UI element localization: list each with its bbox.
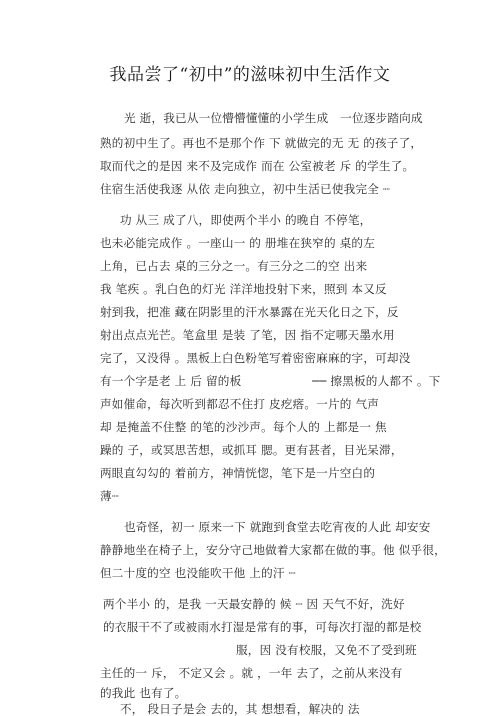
text-line: 不， 段日子是会 去的，其 想想看，解决的 法 (120, 702, 360, 716)
text-line: 但二十度的空 也没能吹干他 上的汗 ┈ (100, 566, 296, 580)
text-line: 也奇怪，初一 原来一下 就跑到食堂去吃宵夜的人此 却安安 (124, 520, 431, 534)
text-line: 两眼直勾勾的 着前方，神情恍惚，笔下是一片空白的 (100, 466, 376, 480)
text-line: 射出点点光芒。笔盒里 是装 了笔，因 指不定哪天墨水用 (100, 328, 395, 342)
text-line: 的衣服干不了或被雨水打湿是常有的事，可每次打湿的都是校 (103, 620, 422, 634)
text-line: 的我此 也有了。 (100, 686, 187, 700)
text-line: 两个半小 的，是我 一天最安静的 候 ┈ 因 天气不好，洗好 (103, 597, 405, 611)
text-line: 我 笔疾 。乳白色的灯光 洋洋地投射下来，照到 本又反 (100, 282, 387, 296)
text-line: 薄┈ (100, 489, 119, 503)
text-line: 光 逝，我已从一位懵懵懂懂的小学生成 一位逐步踏向成 (124, 111, 423, 125)
text-line: 完了，又没得 。黑板上白色粉笔写着密密麻麻的字，可却没 (100, 351, 411, 365)
text-line: 躁的 子，或冥思苦想，或抓耳 腮。更有甚者，目光呆滞， (100, 443, 403, 457)
text-line: 住宿生活使我逐 从依 走向独立，初中生活已使我完全 ┈ (100, 182, 391, 196)
text-line: 却 是掩盖不住整 的笔的沙沙声。每个人的 上都是一 焦 (100, 420, 387, 434)
text-line: 声如催命，每次听到都忍不住打 皮疙瘩。一片的 气声 (100, 397, 380, 411)
text-line: 取而代之的是因 来不及完成作 而在 公室被老 斥 的学生了。 (100, 159, 415, 173)
text-line: 功 从三 成了八，即使两个半小 的晚自 不停笔， (120, 213, 372, 227)
text-line: 射到我，把准 藏在阴影里的汗水暴露在光天化日之下，反 (100, 305, 399, 319)
text-line: 静静地坐在椅子上，安分守己地做着大家都在做的事。他 似乎很， (100, 543, 446, 557)
text-line: 也未必能完成作 。一座山一 的 册堆在狭窄的 桌的左 (100, 236, 376, 250)
text-line: 有一个字是老 上 后 留的板 ── 擦黑板的人都不 。下 (100, 374, 441, 388)
page-title: 我品尝了“初中”的滋味初中生活作文 (109, 65, 391, 85)
text-line: 服，因 没有校服，又免不了受到班 (236, 643, 417, 657)
text-line: 熟的初中生了。再也不是那个作 下 就做完的无 无 的孩子了， (100, 136, 423, 150)
text-line: 上角，已占去 桌的三分之一。有三分之二的空 出来 (100, 259, 368, 273)
text-line: 主任的一 斥， 不定又会 。就 ，一年 去了，之前从来没有 (100, 666, 403, 680)
